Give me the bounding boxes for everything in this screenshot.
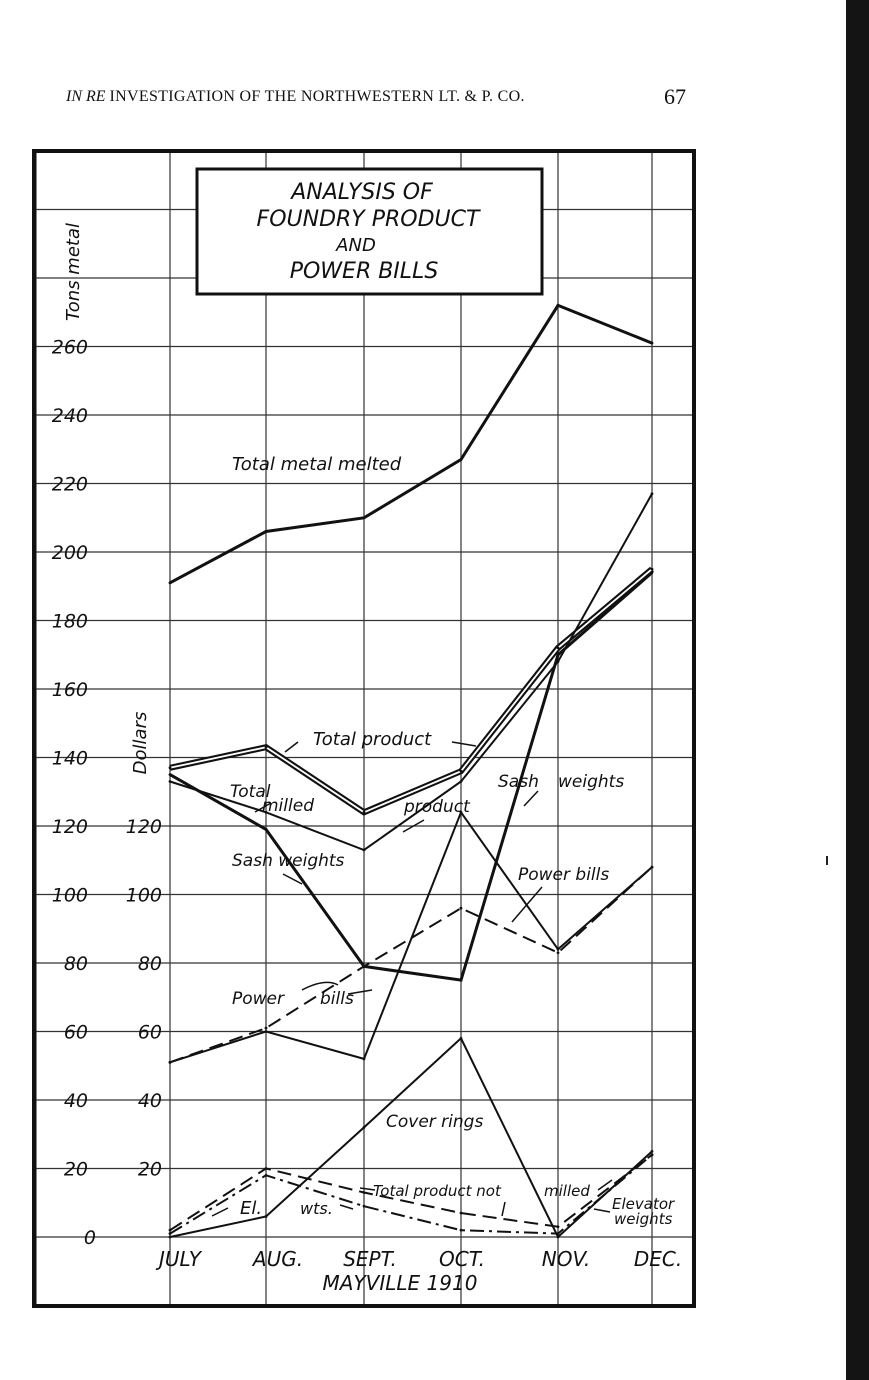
annotation-label: Cover rings <box>386 1112 484 1132</box>
data-point <box>557 951 560 954</box>
tons-tick-label: 60 <box>63 1021 88 1044</box>
data-point <box>557 1225 560 1228</box>
x-tick-label: SEPT. <box>343 1247 397 1271</box>
data-point <box>265 1215 268 1218</box>
tons-tick-label: 200 <box>51 542 88 564</box>
data-point <box>363 1126 366 1129</box>
annotation-label: Sash weights <box>232 851 345 871</box>
annotation-label: Total metal melted <box>232 454 402 475</box>
data-point <box>460 1212 463 1215</box>
x-tick-label: JULY <box>159 1247 201 1271</box>
title-line-2: FOUNDRY PRODUCT <box>256 207 480 232</box>
tons-tick-label: 80 <box>63 953 88 975</box>
annotation-arrow <box>340 1205 353 1209</box>
tons-tick-label: 40 <box>63 1090 88 1112</box>
annotation-label: Power <box>232 989 285 1009</box>
dollars-tick-label: 40 <box>137 1090 162 1112</box>
data-point <box>363 849 366 852</box>
data-point <box>557 647 560 650</box>
tons-tick-label: 140 <box>51 747 88 770</box>
x-tick-label: OCT. <box>439 1247 485 1271</box>
dollars-tick-label: 80 <box>137 953 162 975</box>
annotation-label: wts. <box>300 1199 333 1218</box>
data-point <box>169 766 172 769</box>
left-axis-label: Tons metal <box>63 223 84 321</box>
data-point <box>557 304 560 307</box>
series-5 <box>169 811 654 1064</box>
dollars-tick-label: 120 <box>125 816 162 838</box>
annotation-label: bills <box>320 989 354 1009</box>
header-prefix: IN RE <box>66 88 106 105</box>
data-point <box>169 1236 172 1239</box>
tons-tick-label: 20 <box>63 1158 88 1181</box>
right-axis-label: Dollars <box>130 711 151 775</box>
x-tick-label: NOV. <box>541 1247 591 1271</box>
annotation-arrow <box>524 791 538 806</box>
data-point <box>169 581 172 584</box>
data-point <box>460 780 463 783</box>
series-line <box>170 867 652 1062</box>
tons-tick-label: 100 <box>51 884 88 907</box>
annotation-label: milled <box>262 796 314 816</box>
data-point <box>460 458 463 461</box>
data-point <box>363 1191 366 1194</box>
title-box <box>197 169 542 294</box>
data-point <box>363 1205 366 1208</box>
tons-tick-label: 180 <box>51 610 88 633</box>
data-point <box>651 492 654 495</box>
tons-tick-label: 220 <box>51 473 88 496</box>
axis-ticks <box>52 337 682 1272</box>
data-point <box>651 342 654 345</box>
data-point <box>460 770 463 773</box>
data-point <box>265 1167 268 1170</box>
data-point <box>265 828 268 831</box>
data-point <box>557 1236 560 1239</box>
data-point <box>169 1061 172 1064</box>
data-point <box>169 773 172 776</box>
dollars-tick-label: 20 <box>137 1158 162 1181</box>
data-point <box>651 1150 654 1153</box>
annotation-arrow <box>594 1209 610 1212</box>
header-title: INVESTIGATION OF THE NORTHWESTERN LT. & P. CO. <box>109 88 525 105</box>
annotation-label: Elevator <box>612 1195 675 1213</box>
annotation-label: El. <box>240 1198 263 1219</box>
data-point <box>651 568 654 571</box>
title-line-1: ANALYSIS OF <box>291 180 433 205</box>
annotation-label: weights <box>558 772 625 792</box>
tons-tick-label: 260 <box>51 336 88 359</box>
series-line <box>170 812 652 1062</box>
annotation-arrow <box>452 742 476 746</box>
data-point <box>265 746 268 749</box>
data-point <box>169 1229 172 1232</box>
data-point <box>265 1030 268 1033</box>
data-point <box>460 979 463 982</box>
annotation-label: Total product <box>313 729 432 750</box>
data-point <box>557 653 560 656</box>
annotation-label: milled <box>544 1182 590 1200</box>
annotation-label: Total <box>230 782 271 802</box>
dollars-tick-label: 60 <box>137 1021 162 1044</box>
title-line-4: POWER BILLS <box>289 259 439 284</box>
data-point <box>363 965 366 968</box>
data-point <box>460 907 463 910</box>
data-point <box>557 948 560 951</box>
tons-tick-label: 0 <box>83 1227 96 1249</box>
annotations <box>212 454 675 1228</box>
stray-mark <box>826 856 828 865</box>
data-point <box>265 530 268 533</box>
annotation-arrow <box>502 1202 505 1216</box>
x-tick-label: DEC. <box>633 1247 683 1271</box>
data-point <box>265 1027 268 1030</box>
annotation-arrow <box>212 1208 228 1216</box>
data-point <box>651 571 654 574</box>
tons-tick-label: 240 <box>51 405 88 427</box>
annotation-label: Power bills <box>518 865 610 885</box>
annotation-label: Sash <box>498 772 539 792</box>
tons-tick-label: 160 <box>51 679 88 701</box>
data-point <box>265 1174 268 1177</box>
data-point <box>363 811 366 814</box>
data-point <box>363 1058 366 1061</box>
title-line-3: AND <box>336 235 376 256</box>
data-point <box>557 1232 560 1235</box>
page-number: 67 <box>664 84 686 109</box>
annotation-label: product <box>404 797 470 817</box>
tons-tick-label: 120 <box>51 816 88 838</box>
page-edge-shadow <box>846 0 869 1380</box>
annotation-arrow <box>285 742 298 752</box>
series-4 <box>169 866 654 1064</box>
dollars-tick-label: 100 <box>125 884 162 907</box>
annotation-label: Total product not <box>373 1182 501 1200</box>
annotation-label: weights <box>614 1210 673 1228</box>
data-point <box>460 1037 463 1040</box>
x-tick-label: AUG. <box>252 1247 304 1271</box>
data-point <box>363 516 366 519</box>
data-point <box>460 1229 463 1232</box>
data-point <box>169 780 172 783</box>
data-point <box>651 1153 654 1156</box>
x-axis-label: MAYVILLE 1910 <box>322 1271 478 1295</box>
data-point <box>651 866 654 869</box>
data-point <box>169 1232 172 1235</box>
